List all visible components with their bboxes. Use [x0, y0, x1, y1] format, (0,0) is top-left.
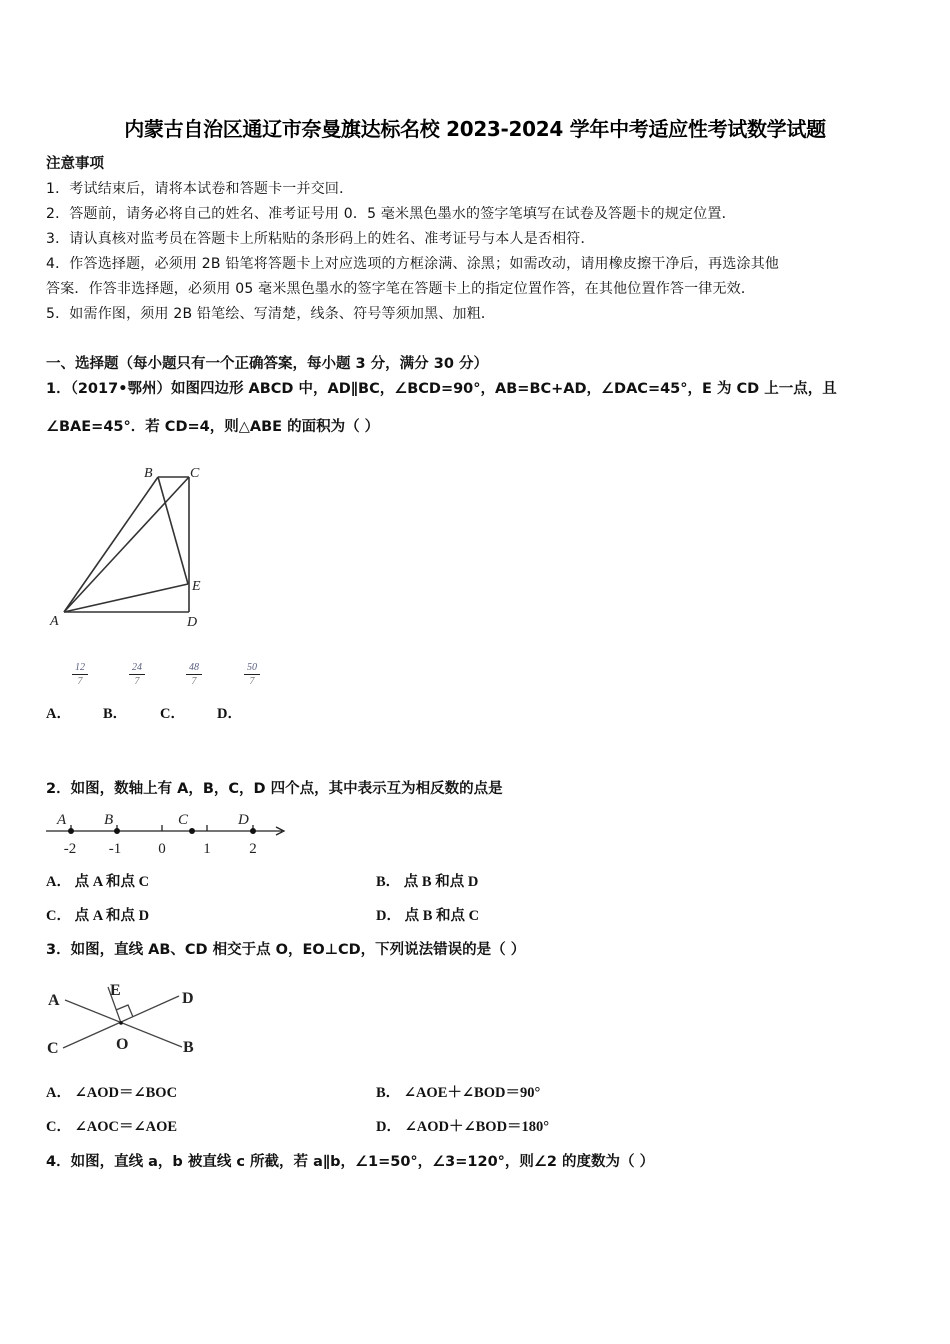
option-b-fraction: $\frac{24}{7}$: [129, 662, 145, 688]
notice-item-4-cont: 答案．作答非选择题，必须用 05 毫米黑色墨水的签字笔在答题卡上的指定位置作答，在其他位置作答一律无效．: [46, 281, 756, 297]
question-1-line-2: ∠BAE=45°．若 CD=4，则△ABE 的面积为（ ）: [46, 419, 380, 435]
label-E: E: [192, 579, 201, 594]
notice-item-3: 3．请认真核对监考员在答题卡上所粘贴的条形码上的姓名、准考证号与本人是否相符．: [46, 231, 595, 247]
question-3-figure: [40, 970, 220, 1065]
label-O: O: [116, 1036, 129, 1053]
q1-option-d-label[interactable]: D．: [217, 706, 242, 722]
label-B: B: [144, 466, 153, 481]
tick-neg1: -1: [108, 841, 122, 857]
point-C: C: [178, 812, 189, 828]
question-1-number: 1．: [46, 381, 71, 397]
label-E: E: [110, 982, 121, 999]
q2-option-a[interactable]: A． 点 A 和点 C: [46, 874, 150, 890]
q3-option-c[interactable]: C． ∠AOC＝∠AOE: [46, 1119, 178, 1135]
page-title: 内蒙古自治区通辽市奈曼旗达标名校 2023-2024 学年中考适应性考试数学试题: [124, 117, 826, 141]
point-A: A: [57, 812, 67, 828]
question-1-line-1: [46, 377, 837, 398]
q3-option-a[interactable]: A． ∠AOD＝∠BOC: [46, 1085, 178, 1101]
notice-item-2: 2．答题前，请务必将自己的姓名、准考证号用 0．5 毫米黑色墨水的签字笔填写在试卷及答题卡的规定位置．: [46, 206, 736, 222]
question-2-text: 2．如图，数轴上有 A，B，C，D 四个点，其中表示互为相反数的点是: [46, 781, 503, 797]
tick-1: 1: [203, 841, 211, 857]
tick-0: 0: [158, 841, 166, 857]
question-1-figure: [40, 450, 240, 640]
label-D: D: [182, 990, 194, 1007]
notice-item-5: 5．如需作图，须用 2B 铅笔绘、写清楚，线条、符号等须加黑、加粗．: [46, 306, 496, 322]
q1-option-c-label[interactable]: C．: [160, 706, 185, 722]
notice-item-1: 1．考试结束后，请将本试卷和答题卡一并交回．: [46, 181, 354, 197]
q3-option-b[interactable]: B． ∠AOE＋∠BOD＝90°: [376, 1085, 541, 1101]
q2-option-c[interactable]: C． 点 A 和点 D: [46, 908, 150, 924]
option-c-fraction: $\frac{48}{7}$: [186, 662, 202, 688]
tick-neg2: -2: [63, 841, 77, 857]
label-B: B: [183, 1039, 194, 1056]
option-a-fraction: $\frac{12}{7}$: [72, 662, 88, 688]
label-A: A: [48, 992, 60, 1009]
label-C: C: [190, 466, 200, 481]
question-2-number-line: [40, 805, 300, 860]
question-4-text: 4．如图，直线 a，b 被直线 c 所截，若 a∥b，∠1=50°，∠3=120°，则∠2 的度数为（ ）: [46, 1154, 655, 1170]
point-D: D: [238, 812, 249, 828]
q2-option-d[interactable]: D． 点 B 和点 C: [376, 908, 480, 924]
point-B: B: [104, 812, 114, 828]
notice-heading: 注意事项: [46, 156, 104, 172]
label-A: A: [50, 614, 59, 629]
q3-option-d[interactable]: D． ∠AOD＋∠BOD＝180°: [376, 1119, 550, 1135]
section-heading: 一、选择题（每小题只有一个正确答案，每小题 3 分，满分 30 分）: [46, 356, 488, 372]
label-D: D: [187, 615, 198, 630]
q1-option-b-label[interactable]: B．: [103, 706, 128, 722]
q1-option-a-label[interactable]: A．: [46, 706, 71, 722]
notice-item-4: 4．作答选择题，必须用 2B 铅笔将答题卡上对应选项的方框涂满、涂黑；如需改动，请用橡皮擦干净后，再选涂其他: [46, 256, 780, 272]
q2-option-b[interactable]: B． 点 B 和点 D: [376, 874, 479, 890]
label-C: C: [47, 1040, 59, 1057]
tick-2: 2: [249, 841, 257, 857]
question-3-text: 3．如图，直线 AB、CD 相交于点 O，EO⊥CD，下列说法错误的是（ ）: [46, 942, 526, 958]
option-d-fraction: $\frac{50}{7}$: [244, 662, 260, 688]
question-1-text-1: （2017•鄂州）如图四边形 ABCD 中，AD∥BC，∠BCD=90°，AB=BC+AD，∠DAC=45°，E 为 CD 上一点，且: [70, 381, 837, 397]
